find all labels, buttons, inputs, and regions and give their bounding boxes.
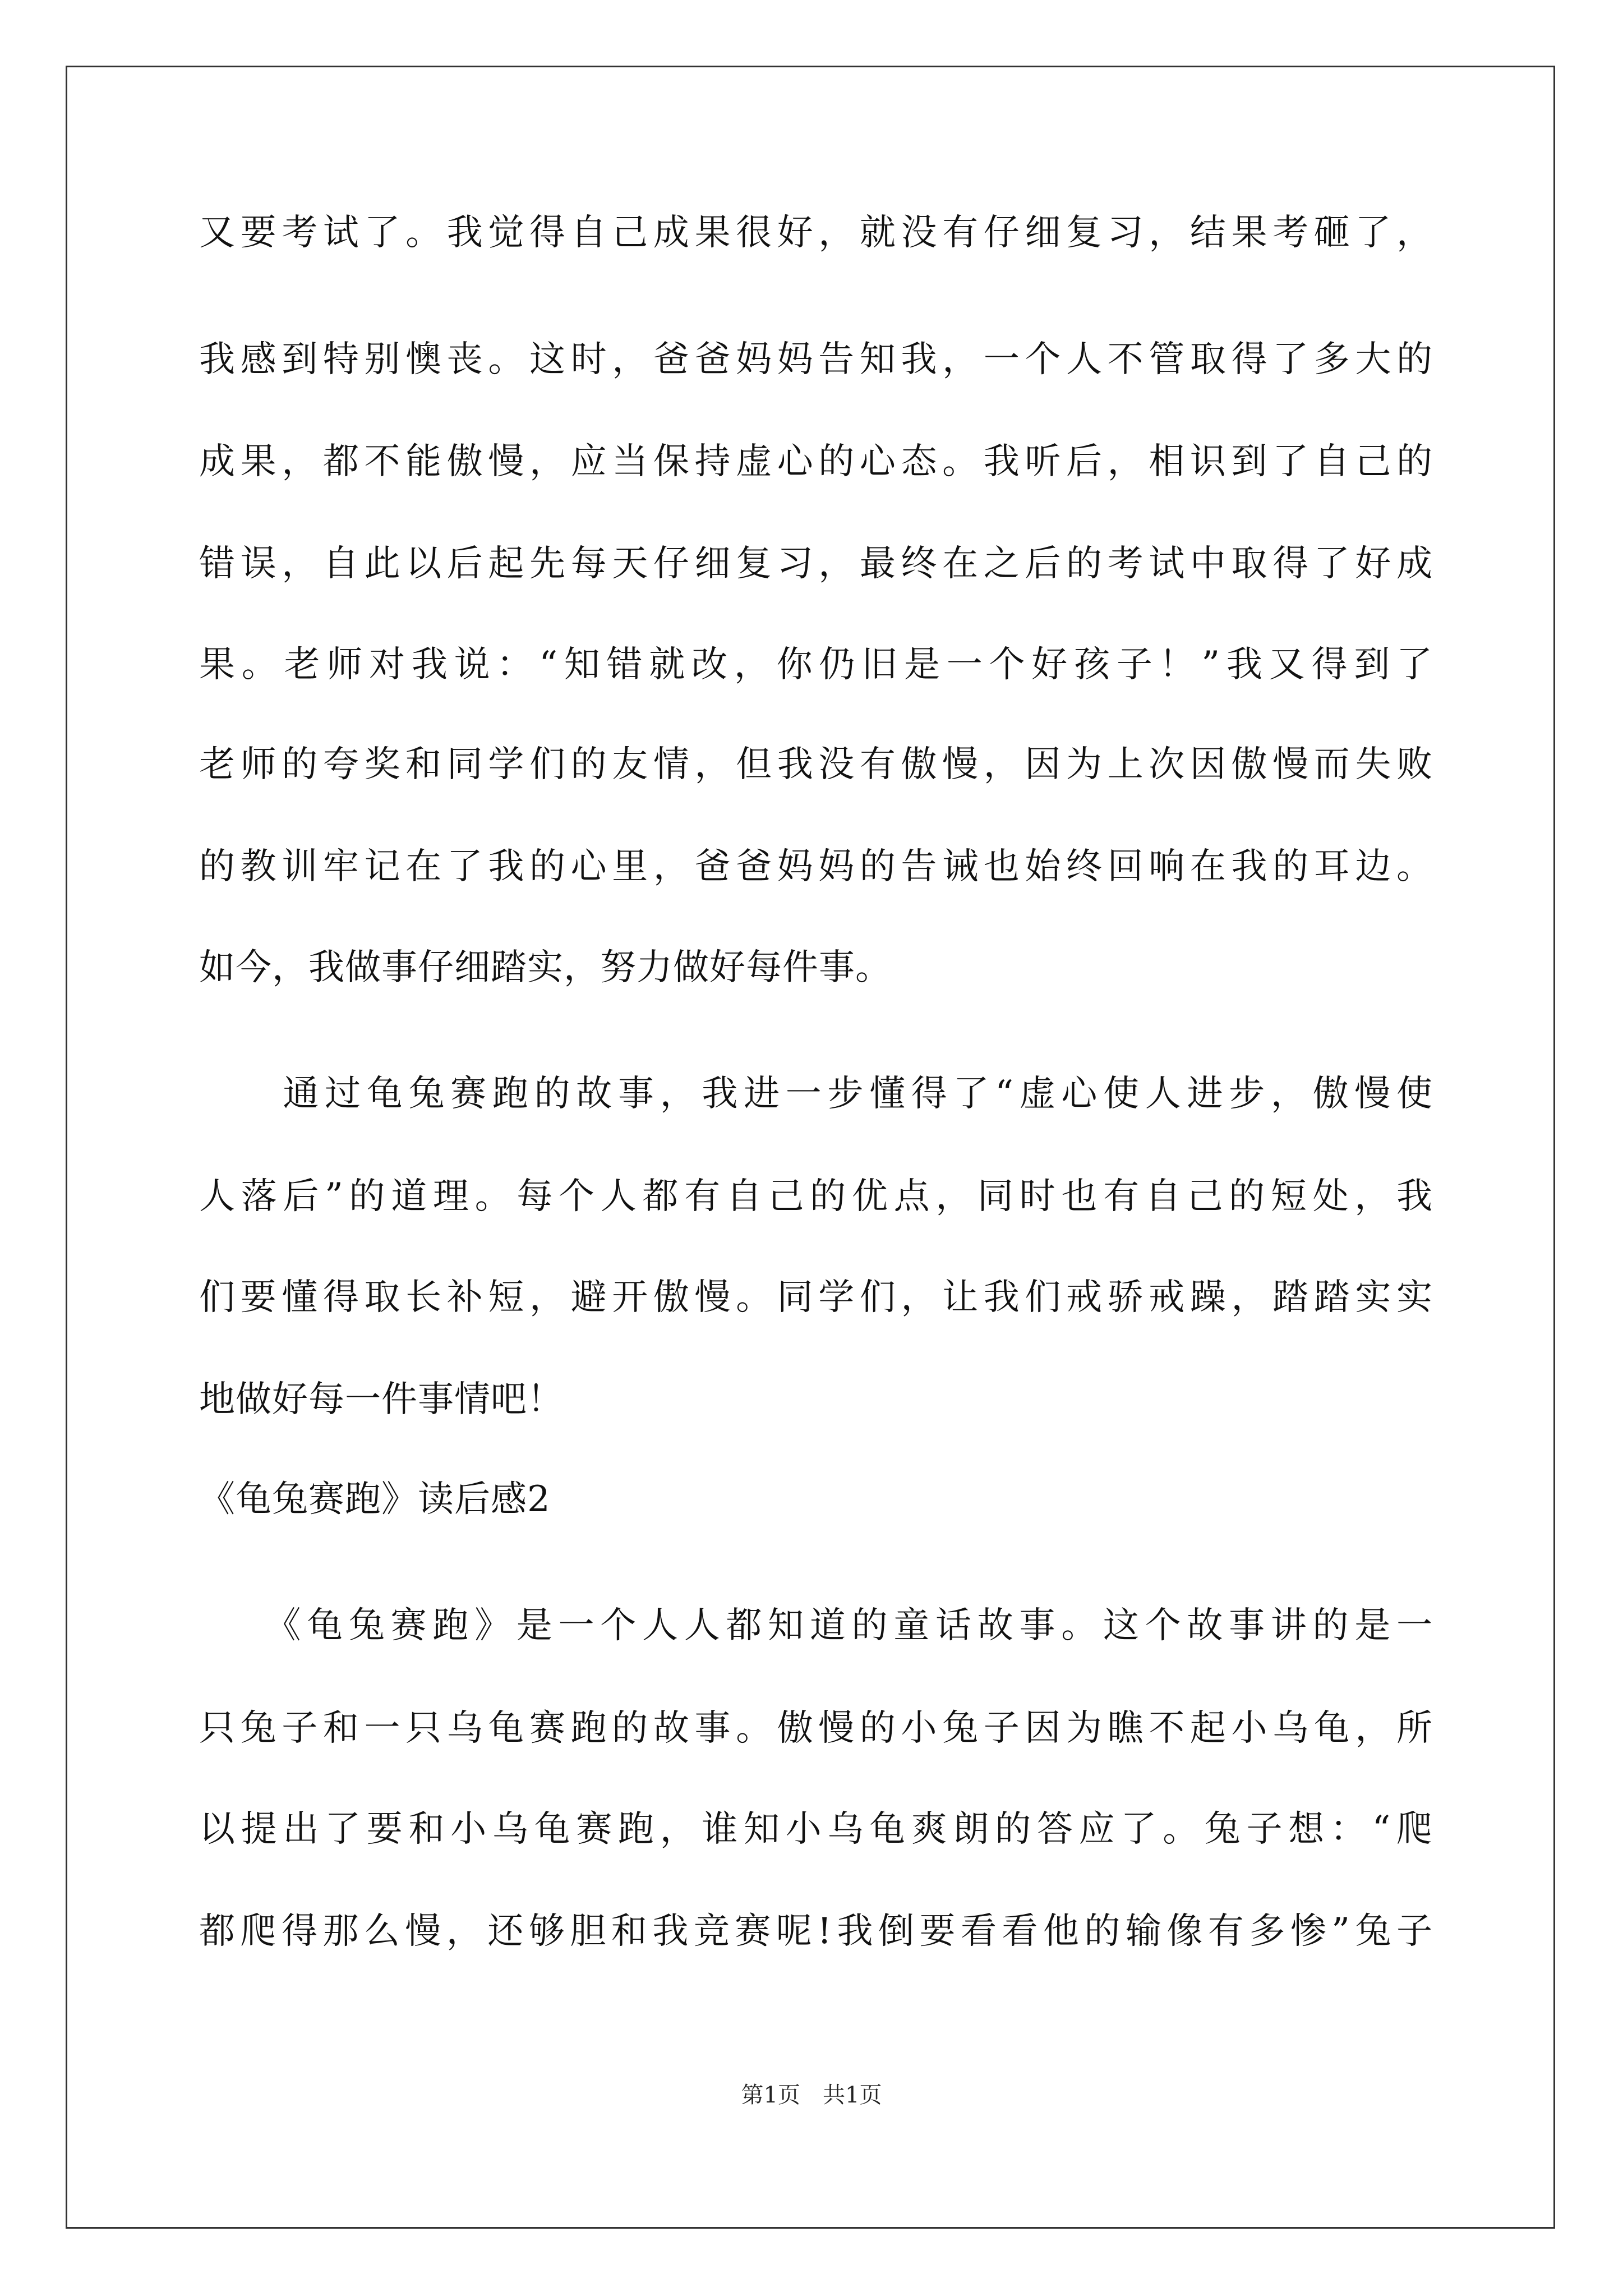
page-border bbox=[66, 66, 1555, 2229]
text-line: 的教训牢记在了我的心里，爸爸妈妈的告诫也始终回响在我的耳边。 bbox=[199, 846, 1433, 887]
text-line: 《龟兔赛跑》是一个人人都知道的童话故事。这个故事讲的是一 bbox=[199, 1605, 1433, 1646]
text-line: 以提出了要和小乌龟赛跑，谁知小乌龟爽朗的答应了。兔子想：“爬 bbox=[199, 1809, 1433, 1850]
text-line: 都爬得那么慢，还够胆和我竞赛呢!我倒要看看他的输像有多惨”兔子 bbox=[199, 1911, 1433, 1952]
text-line: 果。老师对我说：“知错就改，你仍旧是一个好孩子！”我又得到了 bbox=[199, 644, 1433, 685]
text-line: 人落后”的道理。每个人都有自己的优点，同时也有自己的短处，我 bbox=[199, 1176, 1433, 1217]
text-line: 我感到特别懊丧。这时，爸爸妈妈告知我，一个人不管取得了多大的 bbox=[199, 339, 1433, 380]
text-line: 只兔子和一只乌龟赛跑的故事。傲慢的小兔子因为瞧不起小乌龟，所 bbox=[199, 1708, 1433, 1749]
text-line: 成果，都不能傲慢，应当保持虚心的心态。我听后，相识到了自己的 bbox=[199, 441, 1433, 482]
text-line: 地做好每一件事情吧！ bbox=[199, 1379, 564, 1420]
text-line: 错误，自此以后起先每天仔细复习，最终在之后的考试中取得了好成 bbox=[199, 543, 1433, 585]
text-line: 如今，我做事仔细踏实，努力做好每件事。 bbox=[199, 947, 892, 988]
text-line: 们要懂得取长补短，避开傲慢。同学们，让我们戒骄戒躁，踏踏实实 bbox=[199, 1277, 1433, 1318]
page-footer: 第1页 共1页 bbox=[741, 2082, 882, 2108]
text-line: 又要考试了。我觉得自己成果很好，就没有仔细复习，结果考砸了， bbox=[199, 212, 1433, 254]
text-line: 老师的夸奖和同学们的友情，但我没有傲慢，因为上次因傲慢而失败 bbox=[199, 744, 1433, 785]
section-heading: 《龟兔赛跑》读后感2 bbox=[199, 1479, 551, 1520]
text-line: 通过龟兔赛跑的故事，我进一步懂得了“虚心使人进步，傲慢使 bbox=[199, 1073, 1433, 1115]
